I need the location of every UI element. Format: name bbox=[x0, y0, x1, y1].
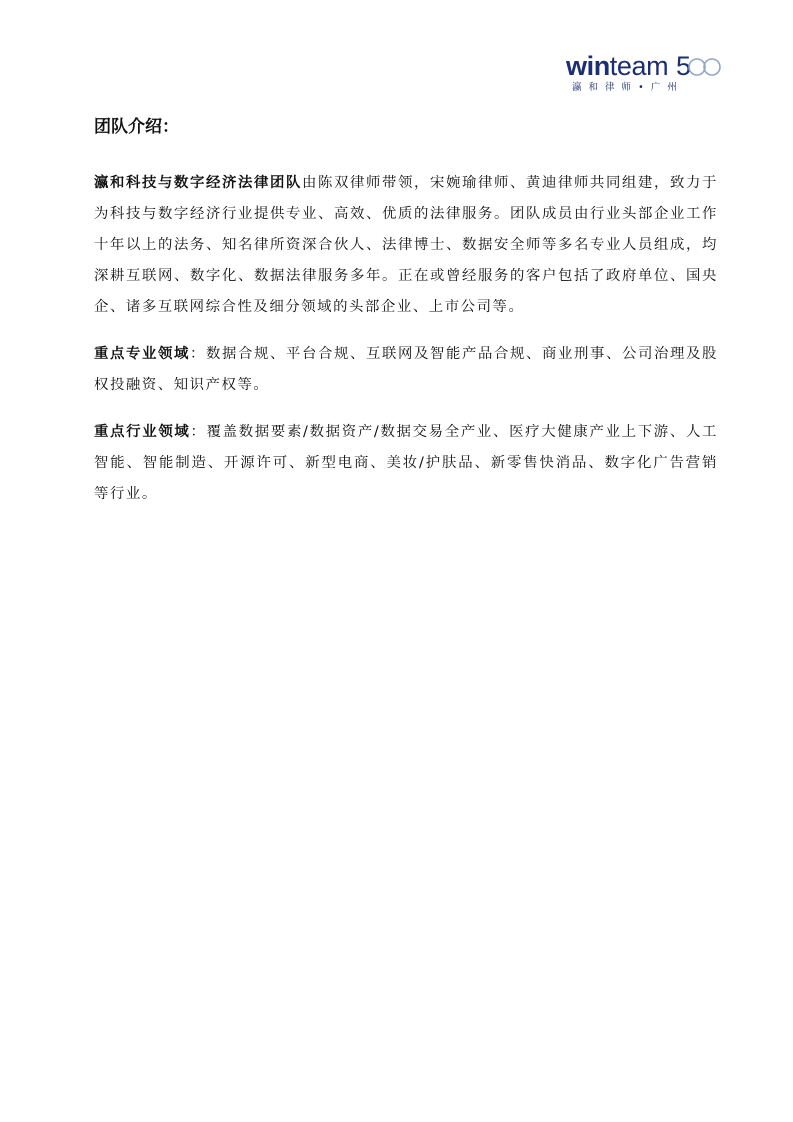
professional-fields-lead: 重点专业领域 bbox=[94, 346, 191, 362]
professional-fields-paragraph bbox=[94, 339, 718, 401]
logo-word-team: team bbox=[609, 51, 669, 81]
section-heading: 团队介绍： bbox=[94, 117, 179, 137]
team-name-lead: 瀛和科技与数字经济法律团队 bbox=[94, 175, 303, 191]
main-content bbox=[94, 112, 718, 526]
logo-rings-icon bbox=[688, 56, 722, 78]
professional-fields-text: ：数据合规、平台合规、互联网及智能产品合规、商业刑事、公司治理及股权投融资、知识产权等。 bbox=[94, 346, 718, 393]
team-intro-text: 由陈双律师带领，宋婉瑜律师、黄迪律师共同组建，致力于为科技与数字经济行业提供专业、高效、优质的法律服务。团队成员由行业头部企业工作十年以上的法务、知名律所资深合伙人、法律博士、数据安全师等多名专业人员组成，均深耕互联网、数字化、数据法律服务多年。正在或曾经服务的客户包括了政府单位、国央企、诸多互联网综合性及细分领域的头部企业、上市公司等。 bbox=[94, 175, 718, 315]
logo-wordmark bbox=[566, 50, 668, 82]
industry-fields-lead: 重点行业领域 bbox=[94, 424, 191, 440]
industry-fields-paragraph bbox=[94, 417, 718, 510]
industry-fields-text: ：覆盖数据要素/数据资产/数据交易全产业、医疗大健康产业上下游、人工智能、智能制造、开源许可、新型电商、美妆/护肤品、新零售快消品、数字化广告营销等行业。 bbox=[94, 424, 718, 502]
logo-word-win: win bbox=[566, 51, 610, 81]
logo-subtitle: 瀛 和 律 师 • 广 州 bbox=[572, 82, 679, 93]
team-intro-paragraph bbox=[94, 168, 718, 323]
winteam-logo bbox=[566, 50, 726, 92]
logo-number: 5 bbox=[676, 51, 692, 81]
